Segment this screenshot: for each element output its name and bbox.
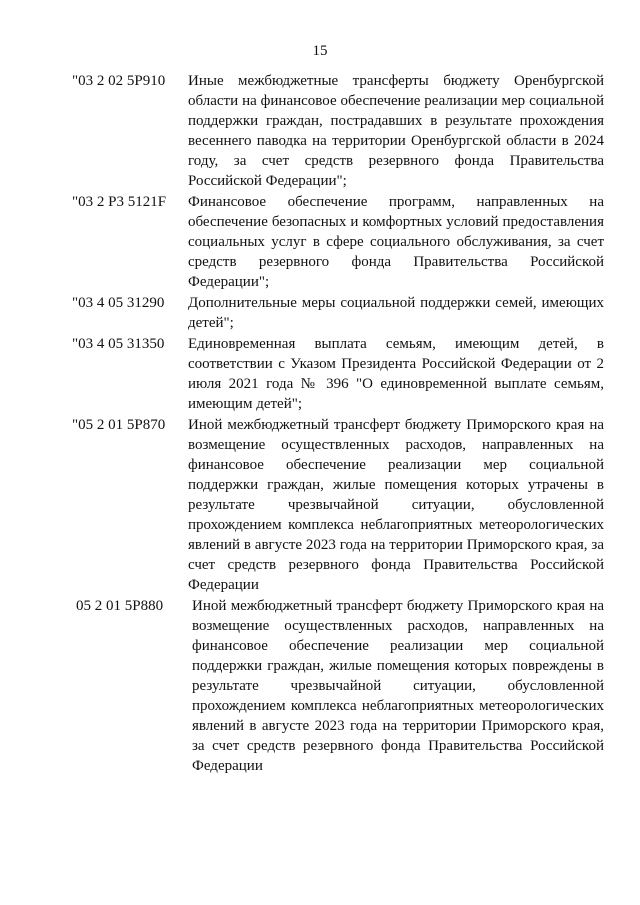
budget-code-description: Иной межбюджетный трансферт бюджету Приморского края на возмещение осуществленных расходов, направленных на финансовое обеспечение реализации мер социальной поддержки граждан, жилые помещения которых утрачены в результате чрезвычайной ситуации, обусловленной прохождением комплекса неблагоприятных метеорологических явлений в августе 2023 года на территории Приморского края, за счет средств резервного фонда Правительства Российской Федерации xyxy=(188,417,604,593)
budget-code: "03 4 05 31290 xyxy=(72,295,165,311)
budget-code: "05 2 01 5Р870 xyxy=(72,417,166,433)
list-item xyxy=(72,71,604,191)
list-item xyxy=(72,334,604,414)
list-item xyxy=(72,415,604,595)
budget-code-description: Финансовое обеспечение программ, направленных на обеспечение безопасных и комфортных условий предоставления социальных услуг в сфере социального обслуживания, за счет средств резервного фонда Правительства Российской Федерации"; xyxy=(188,194,604,290)
budget-code: "03 4 05 31350 xyxy=(72,336,165,352)
budget-code-list xyxy=(72,71,604,776)
budget-code: 05 2 01 5Р880 xyxy=(76,598,164,614)
budget-code-description: Дополнительные меры социальной поддержки семей, имеющих детей"; xyxy=(188,295,604,331)
budget-code-description: Иные межбюджетные трансферты бюджету Оренбургской области на финансовое обеспечение реализации мер социальной поддержки граждан, пострадавших в результате прохождения весеннего паводка на территории Оренбургской области в 2024 году, за счет средств резервного фонда Правительства Российской Федерации"; xyxy=(188,73,604,189)
list-item xyxy=(72,192,604,292)
budget-code-description: Иной межбюджетный трансферт бюджету Приморского края на возмещение осуществленных расходов, направленных на финансовое обеспечение реализации мер социальной поддержки граждан, жилые помещения которых повреждены в результате чрезвычайной ситуации, обусловленной прохождением комплекса неблагоприятных метеорологических явлений в августе 2023 года на территории Приморского края, за счет средств резервного фонда Правительства Российской Федерации xyxy=(192,598,604,774)
list-item xyxy=(72,293,604,333)
budget-code: "03 2 Р3 5121F xyxy=(72,194,167,210)
budget-code: "03 2 02 5Р910 xyxy=(72,73,166,89)
page-number: 15 xyxy=(312,43,328,59)
budget-code-description: Единовременная выплата семьям, имеющим детей, в соответствии с Указом Президента Российской Федерации от 2 июля 2021 года № 396 "О единовременной выплате семьям, имеющим детей"; xyxy=(188,336,604,412)
list-item xyxy=(72,596,604,776)
